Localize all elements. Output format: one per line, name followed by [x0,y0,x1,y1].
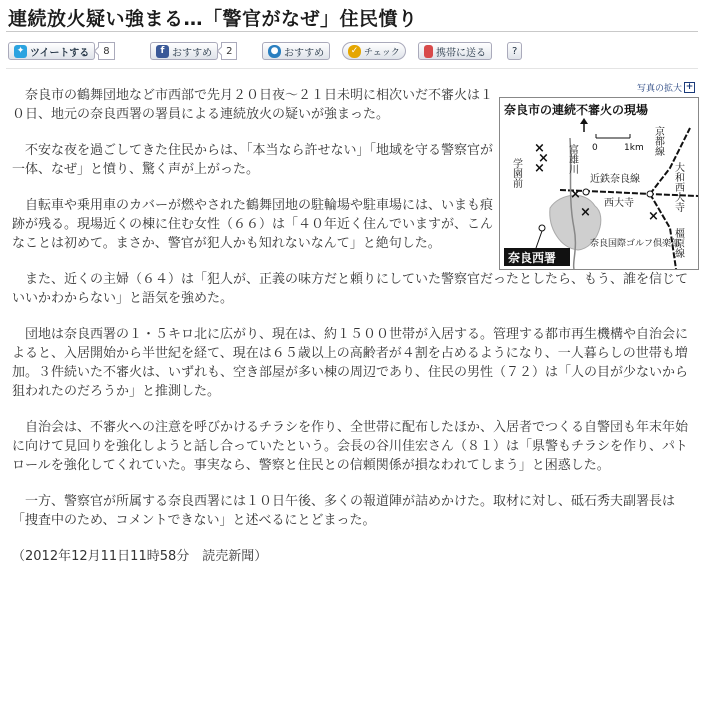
scale-zero: 0 [592,143,598,153]
fire-marker-icon: × [534,141,545,156]
paragraph-7: 一方、警察官が所属する奈良西署には１０日午後、多くの報道陣が詰めかけた。取材に対し、砥石秀夫副署長は「捜査中のため、コメントできない」と述べるにとどまった。 [12,494,676,528]
facebook-recommend-button[interactable] [150,42,218,60]
facebook-count: 2 [221,42,237,60]
mobile-label: 携帯に送る [436,47,486,59]
paragraph-5: 団地は奈良西署の１・５キロ北に広がり、現在は、約１５００世帯が入居する。管理する都市再生機構や自治会によると、入居開始から半世紀を経て、現在は６５歳以上の高齢者が４割を占めるようになり、一人暮らしの世帯も増加。３件続いた不審火は、いずれも、空き部屋が多い棟の周辺であり、住民の男性（７２）は「人の目が少ないから狙われたのだろうか」と推測した。 [12,327,689,399]
headline-rule [6,31,698,32]
mixi-recommend-button[interactable] [262,42,330,60]
fire-marker-icon: × [538,151,549,166]
label-golf: 奈良国際ゴルフ倶楽部 [590,239,681,249]
tweet-count: 8 [98,42,114,60]
map-title: 奈良市の連続不審火の現場 [504,103,649,117]
label-gakuenmae: 学園前 [510,158,522,188]
label-kyoto-line: 京都線 [652,126,664,156]
facebook-share[interactable] [150,41,237,61]
toolbar-separator [6,68,698,69]
check-icon: ✓ [348,45,361,58]
paragraph-4: また、近くの主婦（６４）は「犯人が、正義の味方だと頼りにしていた警察官だったとしたら、もう、誰を信じていいかわからない」と語気を強めた。 [12,272,689,306]
help-button[interactable] [507,42,522,60]
fire-marker-icon: × [648,209,659,224]
article-body [12,86,692,566]
help-share[interactable] [507,41,522,61]
check-button[interactable] [342,42,406,60]
send-to-mobile-button[interactable] [418,42,492,60]
tweet-share[interactable] [8,41,115,61]
article-credit: （2012年12月11日11時58分 読売新聞） [12,549,268,564]
label-tomio: 富雄川 [566,144,578,174]
label-kintetsu-nara: 近鉄奈良線 [590,174,640,185]
paragraph-2: 不安な夜を過ごしてきた住民からは、「本当なら許せない」「地域を守る警察官が一体、なぜ」と憤り、驚く声が上がった。 [12,143,494,177]
headline: 連続放火疑い強まる…「警官がなぜ」住民憤り [8,8,418,30]
twitter-bird-icon: ✦ [14,45,27,58]
label-police: 奈良西署 [508,251,557,265]
paragraph-1: 奈良市の鶴舞団地など市西部で先月２０日夜～２１日未明に相次いだ不審火は１０日、地元の奈良西署の署員による連続放火の疑いが強まった。 [12,88,494,122]
plus-icon: + [685,82,694,92]
paragraph-6: 自治会は、不審火への注意を呼びかけるチラシを作り、全世帯に配布したほか、入居者でつくる自警団も年末年始に向けて見回りを強化しようと話し合っていたという。会長の谷川佳宏さん（８１）は「県警もチラシを作り、パトロールを強化してくれていた。事実なら、警察と住民との信頼関係が損なわれてしまう」と困惑した。 [12,420,689,473]
fire-marker-icon: × [580,205,591,220]
mobile-phone-icon [424,45,433,58]
label-saidaiji: 西大寺 [604,198,634,209]
fire-marker-icon: × [570,187,581,202]
label-kashihara: 橿原線 [672,228,684,258]
mobile-share[interactable] [418,41,492,61]
mixi-label: おすすめ [284,47,325,59]
tweet-button[interactable] [8,42,95,60]
mixi-share[interactable] [262,41,330,61]
help-label: ? [512,45,518,57]
tweet-label: ツイートする [30,47,90,59]
facebook-label: おすすめ [172,47,213,59]
mixi-icon: ● [268,45,281,58]
facebook-icon: f [156,45,169,58]
paragraph-3: 自転車や乗用車のカバーが燃やされた鶴舞団地の駐輪場や駐車場には、いまも痕跡が残る。現場近くの棟に住む女性（６６）は「４０年近く住んでいますが、こんなことは初めて。まさか、警官が犯人かも知れないなんて」と絶句した。 [12,198,494,251]
label-yamato: 大和西大寺 [672,162,684,212]
fire-marker-icon: × [534,161,545,176]
hatena-share[interactable] [342,41,406,61]
check-label: チェック [364,47,400,58]
enlarge-label: 写真の拡大 [636,84,682,94]
scale-one: 1km [624,143,644,153]
